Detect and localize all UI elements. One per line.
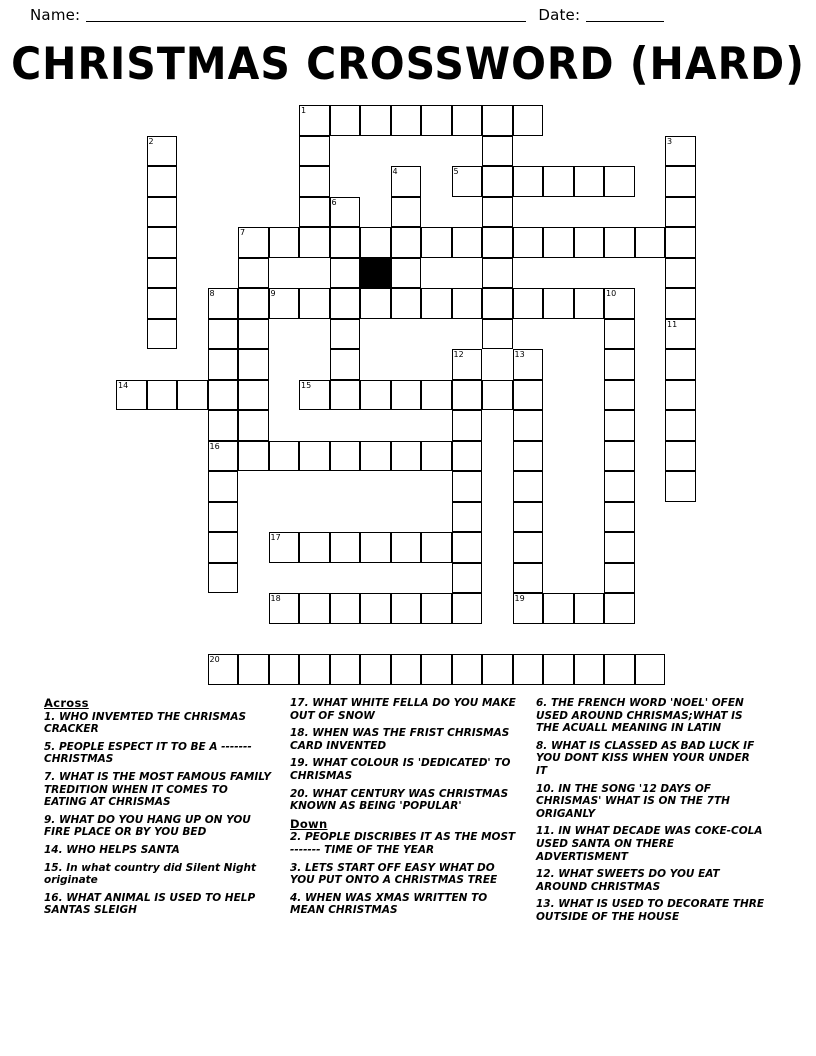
grid-cell-number: 20: [209, 655, 220, 664]
grid-cell[interactable]: [330, 532, 361, 563]
grid-cell[interactable]: [665, 166, 696, 197]
grid-cell[interactable]: [604, 593, 635, 624]
grid-cell[interactable]: [147, 227, 178, 258]
grid-cell[interactable]: [513, 502, 544, 533]
name-write-line: [86, 9, 526, 22]
grid-cell[interactable]: [574, 288, 605, 319]
down-clue: 6. THE FRENCH WORD 'NOEL' OFEN USED AROUND CHRISMAS;WHAT IS THE ACUALL MEANING IN LATIN: [536, 697, 744, 735]
clues-column-3: [536, 697, 764, 987]
grid-cell[interactable]: [360, 288, 391, 319]
grid-cell[interactable]: [360, 654, 391, 685]
grid-cell[interactable]: [208, 319, 239, 350]
grid-cell[interactable]: [482, 319, 513, 350]
across-heading: Across: [44, 696, 89, 710]
grid-cell[interactable]: [513, 380, 544, 411]
grid-cell-number: 12: [453, 350, 464, 359]
grid-cell[interactable]: [208, 410, 239, 441]
grid-cell[interactable]: [665, 380, 696, 411]
grid-cell[interactable]: [391, 258, 422, 289]
grid-cell[interactable]: [665, 319, 696, 350]
grid-cell[interactable]: [238, 319, 269, 350]
grid-cell[interactable]: [391, 532, 422, 563]
grid-cell[interactable]: [147, 197, 178, 228]
grid-cell[interactable]: [665, 471, 696, 502]
grid-cell[interactable]: [604, 654, 635, 685]
grid-cell[interactable]: [452, 288, 483, 319]
grid-cell[interactable]: [482, 197, 513, 228]
grid-cell[interactable]: [452, 349, 483, 380]
grid-cell[interactable]: [269, 593, 300, 624]
grid-cell[interactable]: [604, 410, 635, 441]
grid-cell[interactable]: [574, 166, 605, 197]
grid-cell[interactable]: [665, 197, 696, 228]
grid-cell[interactable]: [299, 227, 330, 258]
grid-cell[interactable]: [299, 136, 330, 167]
grid-cell-number: 9: [270, 289, 276, 298]
down-clue: 4. WHEN WAS XMAS WRITTEN TO MEAN CHRISTMAS: [290, 891, 488, 917]
grid-cell[interactable]: [208, 532, 239, 563]
grid-cell[interactable]: [391, 197, 422, 228]
grid-cell[interactable]: [513, 593, 544, 624]
grid-cell[interactable]: [208, 288, 239, 319]
grid-cell-number: 4: [392, 167, 398, 176]
grid-cell[interactable]: [330, 380, 361, 411]
grid-cell-number: 16: [209, 441, 220, 451]
grid-cell[interactable]: [421, 105, 452, 136]
grid-cell[interactable]: [482, 227, 513, 258]
grid-cell[interactable]: [330, 593, 361, 624]
across-clue: 16. WHAT ANIMAL IS USED TO HELP SANTAS SLEIGH: [44, 891, 256, 917]
grid-cell[interactable]: [421, 380, 452, 411]
grid-cell[interactable]: [604, 288, 635, 319]
grid-cell[interactable]: [452, 502, 483, 533]
grid-cell[interactable]: [452, 410, 483, 441]
grid-cell[interactable]: [177, 380, 208, 411]
grid-cell[interactable]: [238, 349, 269, 380]
grid-cell[interactable]: [208, 471, 239, 502]
grid-cell[interactable]: [299, 197, 330, 228]
grid-cell[interactable]: [604, 319, 635, 350]
grid-cell[interactable]: [543, 654, 574, 685]
across-clue: 19. WHAT COLOUR IS 'DEDICATED' TO CHRISMAS: [290, 757, 511, 782]
grid-cell-number: 2: [148, 136, 154, 146]
grid-cell[interactable]: [452, 471, 483, 502]
grid-cell[interactable]: [330, 227, 361, 258]
grid-cell[interactable]: [452, 654, 483, 685]
grid-cell[interactable]: [147, 258, 178, 289]
grid-cell[interactable]: [421, 654, 452, 685]
grid-cell[interactable]: [299, 105, 330, 136]
grid-cell[interactable]: [391, 654, 422, 685]
grid-cell[interactable]: [330, 288, 361, 319]
across-clue: 1. WHO INVEMTED THE CHRISMAS CRACKER: [44, 710, 247, 736]
grid-cell[interactable]: [421, 532, 452, 563]
grid-cell-number: 14: [118, 380, 129, 390]
grid-cell[interactable]: [299, 441, 330, 472]
grid-cell[interactable]: [513, 410, 544, 441]
grid-cell[interactable]: [513, 349, 544, 380]
grid-cell[interactable]: [116, 380, 147, 411]
name-date-header: [0, 0, 816, 30]
grid-cell[interactable]: [665, 441, 696, 472]
grid-cell[interactable]: [452, 532, 483, 563]
grid-cell[interactable]: [299, 532, 330, 563]
grid-cell[interactable]: [238, 288, 269, 319]
page-title: CHRISTMAS CROSSWORD (HARD): [11, 38, 805, 90]
grid-cell[interactable]: [482, 166, 513, 197]
grid-cell[interactable]: [665, 227, 696, 258]
grid-cell[interactable]: [452, 593, 483, 624]
grid-cell[interactable]: [543, 227, 574, 258]
grid-cell[interactable]: [391, 593, 422, 624]
grid-cell[interactable]: [208, 563, 239, 594]
grid-cell[interactable]: [391, 380, 422, 411]
grid-cell[interactable]: [360, 227, 391, 258]
grid-cell[interactable]: [330, 105, 361, 136]
grid-cell[interactable]: [543, 166, 574, 197]
grid-cell[interactable]: [360, 105, 391, 136]
grid-cell[interactable]: [513, 288, 544, 319]
grid-cell[interactable]: [238, 258, 269, 289]
grid-cell[interactable]: [482, 654, 513, 685]
grid-cell[interactable]: [452, 441, 483, 472]
grid-cell-number: 6: [331, 197, 337, 207]
grid-cell-number: 7: [240, 228, 246, 237]
down-clue: 2. PEOPLE DISCRIBES IT AS THE MOST ------- TIME OF THE YEAR: [290, 831, 516, 856]
grid-cell-number: 19: [514, 594, 525, 603]
across-clue: 14. WHO HELPS SANTA: [44, 843, 180, 856]
grid-cell[interactable]: [299, 288, 330, 319]
grid-cell[interactable]: [208, 654, 239, 685]
grid-cell[interactable]: [513, 532, 544, 563]
grid-cell[interactable]: [360, 593, 391, 624]
down-clue: 3. LETS START OFF EASY WHAT DO YOU PUT ONTO A CHRISTMAS TREE: [290, 861, 498, 887]
grid-cell[interactable]: [330, 654, 361, 685]
grid-cell[interactable]: [299, 654, 330, 685]
grid-cell[interactable]: [208, 502, 239, 533]
across-clue: 5. PEOPLE ESPECT IT TO BE A ------- CHRISTMAS: [44, 740, 252, 766]
grid-cell-number: 18: [270, 594, 281, 603]
grid-cell[interactable]: [604, 502, 635, 533]
grid-cell[interactable]: [391, 105, 422, 136]
grid-cell[interactable]: [513, 441, 544, 472]
across-clue: 17. WHAT WHITE FELLA DO YOU MAKE OUT OF SNOW: [290, 697, 516, 722]
grid-cell[interactable]: [604, 441, 635, 472]
grid-cell[interactable]: [452, 563, 483, 594]
grid-cell[interactable]: [391, 441, 422, 472]
across-clue: 18. WHEN WAS THE FRIST CHRISMAS CARD INVENTED: [290, 727, 510, 752]
grid-cell[interactable]: [391, 288, 422, 319]
grid-cell[interactable]: [330, 441, 361, 472]
crossword-grid: [0, 105, 816, 695]
grid-cell[interactable]: [269, 288, 300, 319]
clues-section: [44, 697, 784, 987]
down-clue: 12. WHAT SWEETS DO YOU EAT AROUND CHRISTMAS: [536, 868, 720, 893]
down-clue: 13. WHAT IS USED TO DECORATE THRE OUTSIDE OF THE HOUSE: [536, 898, 764, 923]
grid-cell[interactable]: [665, 410, 696, 441]
grid-cell[interactable]: [635, 654, 666, 685]
grid-cell[interactable]: [604, 166, 635, 197]
grid-cell[interactable]: [604, 471, 635, 502]
across-clue: 7. WHAT IS THE MOST FAMOUS FAMILY TREDITION WHEN IT COMES TO EATING AT CHRISMAS: [44, 770, 271, 809]
grid-cell[interactable]: [574, 654, 605, 685]
across-clue: 9. WHAT DO YOU HANG UP ON YOU FIRE PLACE OR BY YOU BED: [44, 813, 251, 839]
grid-cell[interactable]: [391, 166, 422, 197]
grid-cell[interactable]: [543, 593, 574, 624]
across-clue: 15. In what country did Silent Night originate: [44, 861, 257, 887]
grid-cell[interactable]: [391, 227, 422, 258]
grid-cell[interactable]: [452, 380, 483, 411]
grid-cell[interactable]: [360, 380, 391, 411]
across-clue: 20. WHAT CENTURY WAS CHRISTMAS KNOWN AS BEING 'POPULAR': [290, 787, 509, 813]
down-heading: Down: [290, 816, 328, 831]
grid-cell[interactable]: [604, 532, 635, 563]
date-label: Date:: [538, 6, 581, 24]
grid-cell[interactable]: [543, 288, 574, 319]
down-clue: 8. WHAT IS CLASSED AS BAD LUCK IF YOU DONT KISS WHEN YOUR UNDER IT: [536, 739, 755, 777]
grid-cell[interactable]: [147, 136, 178, 167]
grid-cell[interactable]: [635, 227, 666, 258]
grid-cell[interactable]: [513, 654, 544, 685]
grid-cell-number: 3: [667, 136, 673, 146]
grid-cell[interactable]: [299, 380, 330, 411]
down-clue: 10. IN THE SONG '12 DAYS OF CHRISMAS' WHAT IS ON THE 7TH ORIGANLY: [536, 782, 730, 820]
clues-column-1: [44, 697, 272, 987]
grid-cell[interactable]: [360, 532, 391, 563]
grid-cell[interactable]: [482, 105, 513, 136]
clues-column-2: [290, 697, 518, 987]
grid-cell[interactable]: [208, 380, 239, 411]
grid-cell-number: 13: [514, 350, 525, 359]
grid-cell[interactable]: [421, 227, 452, 258]
grid-cell[interactable]: [238, 441, 269, 472]
grid-cell-number: 8: [209, 289, 215, 298]
grid-cell[interactable]: [238, 380, 269, 411]
grid-cell[interactable]: [269, 441, 300, 472]
grid-cell[interactable]: [147, 319, 178, 350]
grid-cell[interactable]: [147, 166, 178, 197]
grid-cell[interactable]: [147, 288, 178, 319]
grid-cell[interactable]: [330, 319, 361, 350]
grid-cell[interactable]: [208, 349, 239, 380]
grid-cell[interactable]: [513, 227, 544, 258]
grid-cell[interactable]: [452, 227, 483, 258]
grid-cell[interactable]: [360, 441, 391, 472]
grid-cell[interactable]: [421, 441, 452, 472]
grid-cell[interactable]: [208, 441, 239, 472]
grid-cell[interactable]: [299, 166, 330, 197]
grid-cell[interactable]: [421, 593, 452, 624]
grid-cell[interactable]: [604, 380, 635, 411]
grid-cell[interactable]: [269, 532, 300, 563]
grid-cell[interactable]: [421, 288, 452, 319]
grid-cell[interactable]: [482, 288, 513, 319]
grid-cell-number: 5: [453, 167, 459, 176]
grid-cell-number: 1: [301, 106, 307, 115]
grid-cell[interactable]: [269, 227, 300, 258]
grid-cell[interactable]: [330, 349, 361, 380]
grid-cell[interactable]: [330, 197, 361, 228]
grid-cell-number: 15: [301, 380, 312, 390]
grid-cell[interactable]: [574, 593, 605, 624]
grid-cell[interactable]: [269, 654, 300, 685]
grid-cell[interactable]: [452, 166, 483, 197]
grid-cell[interactable]: [604, 349, 635, 380]
name-label: Name:: [30, 6, 81, 24]
grid-cell[interactable]: [482, 258, 513, 289]
grid-cell[interactable]: [238, 227, 269, 258]
grid-cell[interactable]: [238, 654, 269, 685]
grid-cell-number: 11: [667, 319, 678, 329]
grid-cell[interactable]: [665, 136, 696, 167]
grid-cell-number: 17: [270, 533, 281, 542]
grid-cell[interactable]: [665, 288, 696, 319]
grid-cell[interactable]: [665, 258, 696, 289]
grid-cell[interactable]: [513, 105, 544, 136]
grid-cell[interactable]: [604, 227, 635, 258]
grid-cell[interactable]: [147, 380, 178, 411]
down-clue: 11. IN WHAT DECADE WAS COKE-COLA USED SANTA ON THERE ADVERTISMENT: [536, 825, 763, 863]
grid-cell[interactable]: [513, 471, 544, 502]
grid-cell[interactable]: [482, 136, 513, 167]
grid-cell[interactable]: [482, 380, 513, 411]
grid-cell[interactable]: [452, 105, 483, 136]
grid-cell[interactable]: [238, 410, 269, 441]
grid-cell[interactable]: [330, 258, 361, 289]
grid-cell[interactable]: [513, 166, 544, 197]
grid-cell[interactable]: [513, 563, 544, 594]
grid-cell-number: 10: [606, 289, 617, 298]
date-write-line: [586, 9, 664, 22]
grid-block: [360, 258, 391, 289]
grid-cell[interactable]: [574, 227, 605, 258]
grid-cell[interactable]: [604, 563, 635, 594]
grid-cell[interactable]: [299, 593, 330, 624]
grid-cell[interactable]: [665, 349, 696, 380]
